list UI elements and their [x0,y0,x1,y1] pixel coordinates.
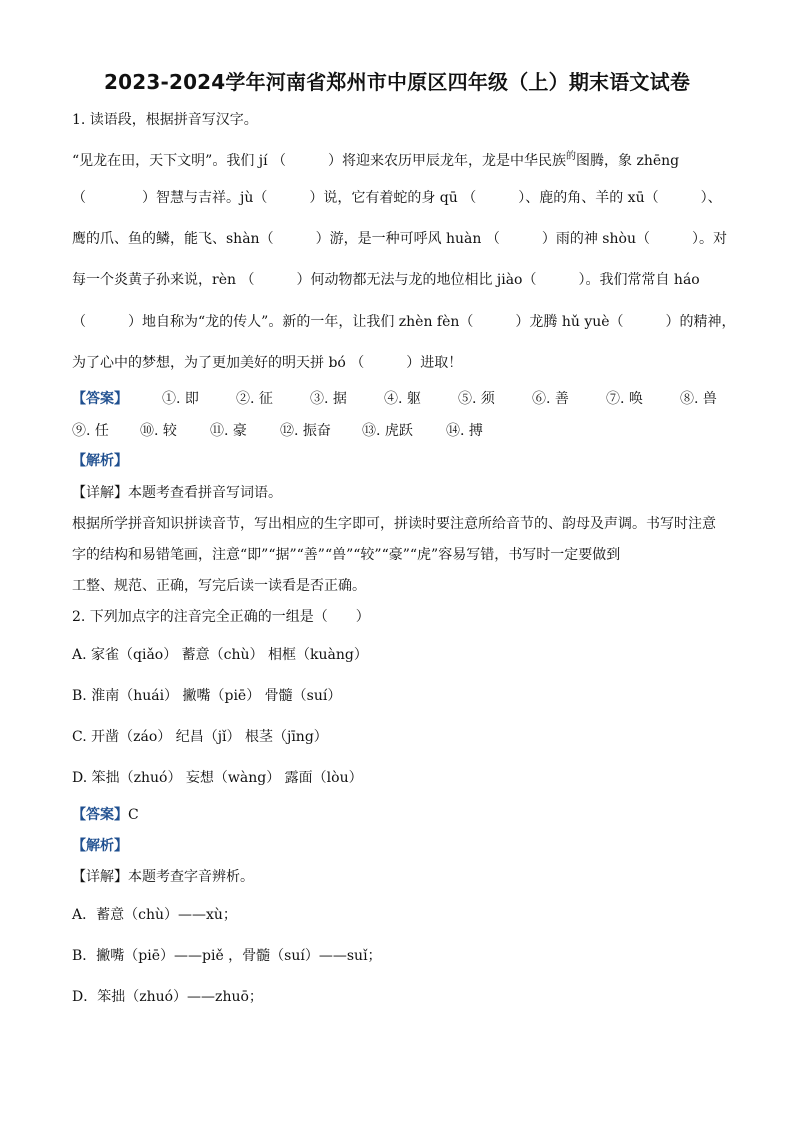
q2-detail [72,867,254,887]
answer-item: ①. 即 [162,391,199,407]
answer-item: ④. 躯 [384,391,421,407]
q1-stem: 1. 读语段，根据拼音写汉字。 [72,112,258,128]
answer-item: ⑦. 唤 [606,391,643,407]
q1-analysis-label: 【解析】 [72,453,128,469]
q2-answer [72,805,139,825]
answer-item: ⑭. 搏 [446,423,483,439]
answer-item: ⑩. 较 [140,423,177,439]
answer-item: ⑨. 任 [72,423,109,439]
passage-text: “见龙在田，天下文明”。我们 jí （ ）将迎来农历甲辰龙年，龙是中华民族 [72,153,567,169]
q2-stem: 2. 下列加点字的注音完全正确的一组是（ ） [72,609,370,625]
passage-text: 图腾，象 zhēng [576,153,680,169]
answer-item: ⑬. 虎跃 [362,423,413,439]
q2-option-a: A. 家雀（qiǎo） 蓄意（chù） 相框（kuàng） [72,647,368,663]
answer-item: ②. 征 [236,391,273,407]
q2-explain-line: D．笨拙（zhuó）——zhuō； [72,989,263,1005]
detail-label: 【详解】 [72,869,128,885]
q1-explain-line: 根据所学拼音知识拼读音节，写出相应的生字即可，拼读时要注意所给音节的、韵母及声调。书写时注意 [72,516,716,532]
q1-passage-line-6: 为了心中的梦想，为了更加美好的明天拼 bó （ ）进取！ [72,355,463,371]
q1-explain-line: 工整、规范、正确，写完后读一读看是否正确。 [72,578,366,594]
q2-explain-line: A．蓄意（chù）——xù； [72,907,237,923]
q1-passage-line-4: 每一个炎黄子孙来说，rèn （ ）何动物都无法与龙的地位相比 jiào（ ）。我们常常自 háo [72,272,700,288]
detail-label: 【详解】 [72,485,128,501]
q1-detail [72,483,282,503]
passage-superscript: 的 [566,151,577,162]
detail-text: 本题考查看拼音写词语。 [128,485,282,501]
answer-value: C [128,807,139,823]
answer-item: ⑥. 善 [532,391,569,407]
q1-answer-label: 【答案】 [72,391,128,407]
answer-item: ⑤. 须 [458,391,495,407]
answer-item: ⑫. 振奋 [280,423,331,439]
q1-passage-line-5: （ ）地自称为“龙的传人”。新的一年，让我们 zhèn fèn（ ）龙腾 hǔ yuè（ ）的精神， [72,314,736,330]
detail-text: 本题考查字音辨析。 [128,869,254,885]
answer-item: ⑪. 豪 [210,423,247,439]
q2-analysis-label: 【解析】 [72,838,128,854]
q1-passage-line-1 [72,147,679,171]
page-title: 2023-2024学年河南省郑州市中原区四年级（上）期末语文试卷 [103,70,691,94]
q1-passage-line-3: 鹰的爪、鱼的鳞，能飞、shàn（ ）游，是一种可呼风 huàn （ ）雨的神 shòu（ ）。对 [72,231,727,247]
q1-passage-line-2: （ ）智慧与吉祥。jù（ ）说，它有着蛇的身 qū （ ）、鹿的角、羊的 xū（ ）、 [72,190,722,206]
q2-option-d: D. 笨拙（zhuó） 妄想（wàng） 露面（lòu） [72,770,363,786]
answer-item: ③. 据 [310,391,347,407]
answer-label: 【答案】 [72,807,128,823]
answer-item: ⑧. 兽 [680,391,717,407]
q2-option-b: B. 淮南（huái） 撇嘴（piē） 骨髓（suí） [72,688,342,704]
q1-explain-line: 字的结构和易错笔画，注意“即”“据”“善”“兽”“较”“豪”“虎”容易写错，书写时一定要做到 [72,547,621,563]
q2-option-c: C. 开凿（záo） 纪昌（jǐ） 根茎（jīng） [72,729,328,745]
q2-explain-line: B．撇嘴（piē）——piě ，骨髓（suí）——suǐ； [72,948,382,964]
